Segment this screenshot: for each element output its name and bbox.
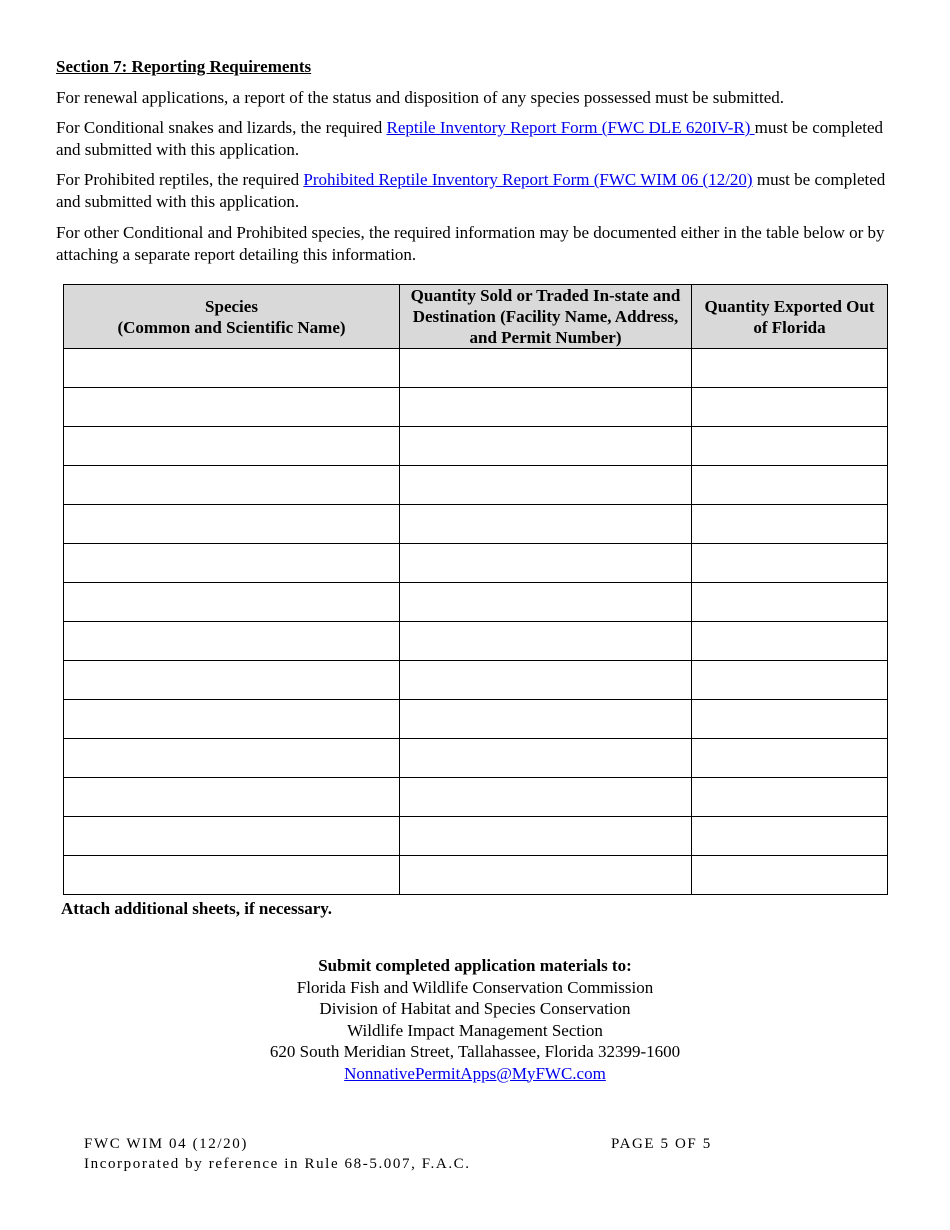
quantity-exported-cell[interactable]	[692, 388, 888, 427]
species-cell[interactable]	[64, 856, 400, 895]
quantity-exported-cell[interactable]	[692, 466, 888, 505]
quantity-exported-cell[interactable]	[692, 661, 888, 700]
prohibited-paragraph	[56, 169, 896, 212]
quantity-exported-cell[interactable]	[692, 778, 888, 817]
attach-sheets-note: Attach additional sheets, if necessary.	[61, 899, 333, 918]
footer-rule-reference: Incorporated by reference in Rule 68-5.007, F.A.C.	[84, 1156, 471, 1172]
quantity-exported-cell[interactable]	[692, 817, 888, 856]
quantity-sold-cell[interactable]	[400, 817, 692, 856]
header-species	[64, 285, 400, 349]
conditional-text-after: must be completed and submitted with this application.	[56, 118, 884, 159]
quantity-exported-cell[interactable]	[692, 856, 888, 895]
footer-page-number: PAGE 5 OF 5	[611, 1136, 712, 1152]
species-cell[interactable]	[64, 739, 400, 778]
quantity-sold-cell[interactable]	[400, 544, 692, 583]
conditional-text-before: For Conditional snakes and lizards, the required	[56, 118, 387, 137]
table-row	[64, 856, 888, 895]
quantity-sold-cell[interactable]	[400, 388, 692, 427]
table-row	[64, 661, 888, 700]
submit-address-block	[0, 955, 950, 1084]
table-body	[64, 349, 888, 895]
species-cell[interactable]	[64, 349, 400, 388]
quantity-sold-cell[interactable]	[400, 739, 692, 778]
quantity-sold-cell[interactable]	[400, 466, 692, 505]
quantity-exported-cell[interactable]	[692, 622, 888, 661]
header-quantity-sold-text: Quantity Sold or Traded In-state and Destination (Facility Name, Address, and Permit Number)	[410, 286, 681, 347]
quantity-exported-cell[interactable]	[692, 505, 888, 544]
species-cell[interactable]	[64, 466, 400, 505]
species-cell[interactable]	[64, 505, 400, 544]
renewal-paragraph: For renewal applications, a report of the status and disposition of any species possessed must be submitted.	[56, 88, 785, 107]
table-row	[64, 427, 888, 466]
submission-email-link[interactable]: NonnativePermitApps@MyFWC.com	[344, 1063, 606, 1083]
address-line-street: 620 South Meridian Street, Tallahassee, Florida 32399-1600	[269, 1042, 681, 1061]
section-title: Section 7: Reporting Requirements	[56, 57, 312, 76]
quantity-sold-cell[interactable]	[400, 427, 692, 466]
header-species-line1: Species	[205, 296, 258, 316]
table-row	[64, 700, 888, 739]
quantity-sold-cell[interactable]	[400, 778, 692, 817]
quantity-exported-cell[interactable]	[692, 349, 888, 388]
quantity-sold-cell[interactable]	[400, 505, 692, 544]
footer-form-id: FWC WIM 04 (12/20)	[84, 1136, 248, 1152]
species-cell[interactable]	[64, 583, 400, 622]
species-cell[interactable]	[64, 661, 400, 700]
table-row	[64, 778, 888, 817]
quantity-sold-cell[interactable]	[400, 661, 692, 700]
address-line-agency: Florida Fish and Wildlife Conservation Commission	[296, 977, 654, 997]
quantity-exported-cell[interactable]	[692, 739, 888, 778]
conditional-paragraph	[56, 117, 896, 160]
prohibited-text-before: For Prohibited reptiles, the required	[56, 170, 304, 189]
quantity-exported-cell[interactable]	[692, 700, 888, 739]
header-quantity-exported-text: Quantity Exported Out of Florida	[704, 296, 875, 337]
table-row	[64, 739, 888, 778]
quantity-exported-cell[interactable]	[692, 544, 888, 583]
other-species-paragraph: For other Conditional and Prohibited species, the required information may be documented either in the table below or by attaching a separate report detailing this information.	[56, 223, 885, 264]
quantity-sold-cell[interactable]	[400, 856, 692, 895]
species-cell[interactable]	[64, 427, 400, 466]
quantity-exported-cell[interactable]	[692, 427, 888, 466]
quantity-sold-cell[interactable]	[400, 700, 692, 739]
species-report-table	[63, 284, 888, 895]
species-cell[interactable]	[64, 778, 400, 817]
table-row	[64, 817, 888, 856]
submit-heading: Submit completed application materials to:	[318, 956, 632, 975]
species-cell[interactable]	[64, 544, 400, 583]
table-row	[64, 349, 888, 388]
table-row	[64, 466, 888, 505]
prohibited-reptile-form-link[interactable]: Prohibited Reptile Inventory Report Form (FWC WIM 06 (12/20)	[303, 170, 753, 189]
quantity-sold-cell[interactable]	[400, 622, 692, 661]
address-line-division: Division of Habitat and Species Conservation	[319, 999, 631, 1018]
header-quantity-exported	[692, 285, 888, 349]
prohibited-text-after: must be completed and submitted with this application.	[56, 170, 886, 211]
address-line-section: Wildlife Impact Management Section	[347, 1020, 603, 1040]
species-cell[interactable]	[64, 622, 400, 661]
table-row	[64, 388, 888, 427]
quantity-exported-cell[interactable]	[692, 583, 888, 622]
table-row	[64, 622, 888, 661]
species-cell[interactable]	[64, 817, 400, 856]
table-row	[64, 583, 888, 622]
quantity-sold-cell[interactable]	[400, 583, 692, 622]
species-cell[interactable]	[64, 700, 400, 739]
table-header-row	[64, 285, 888, 349]
reptile-inventory-form-link[interactable]: Reptile Inventory Report Form (FWC DLE 620IV-R)	[386, 118, 755, 137]
table-row	[64, 505, 888, 544]
table-row	[64, 544, 888, 583]
quantity-sold-cell[interactable]	[400, 349, 692, 388]
header-quantity-sold	[400, 285, 692, 349]
header-species-line2: (Common and Scientific Name)	[117, 317, 346, 337]
species-cell[interactable]	[64, 388, 400, 427]
